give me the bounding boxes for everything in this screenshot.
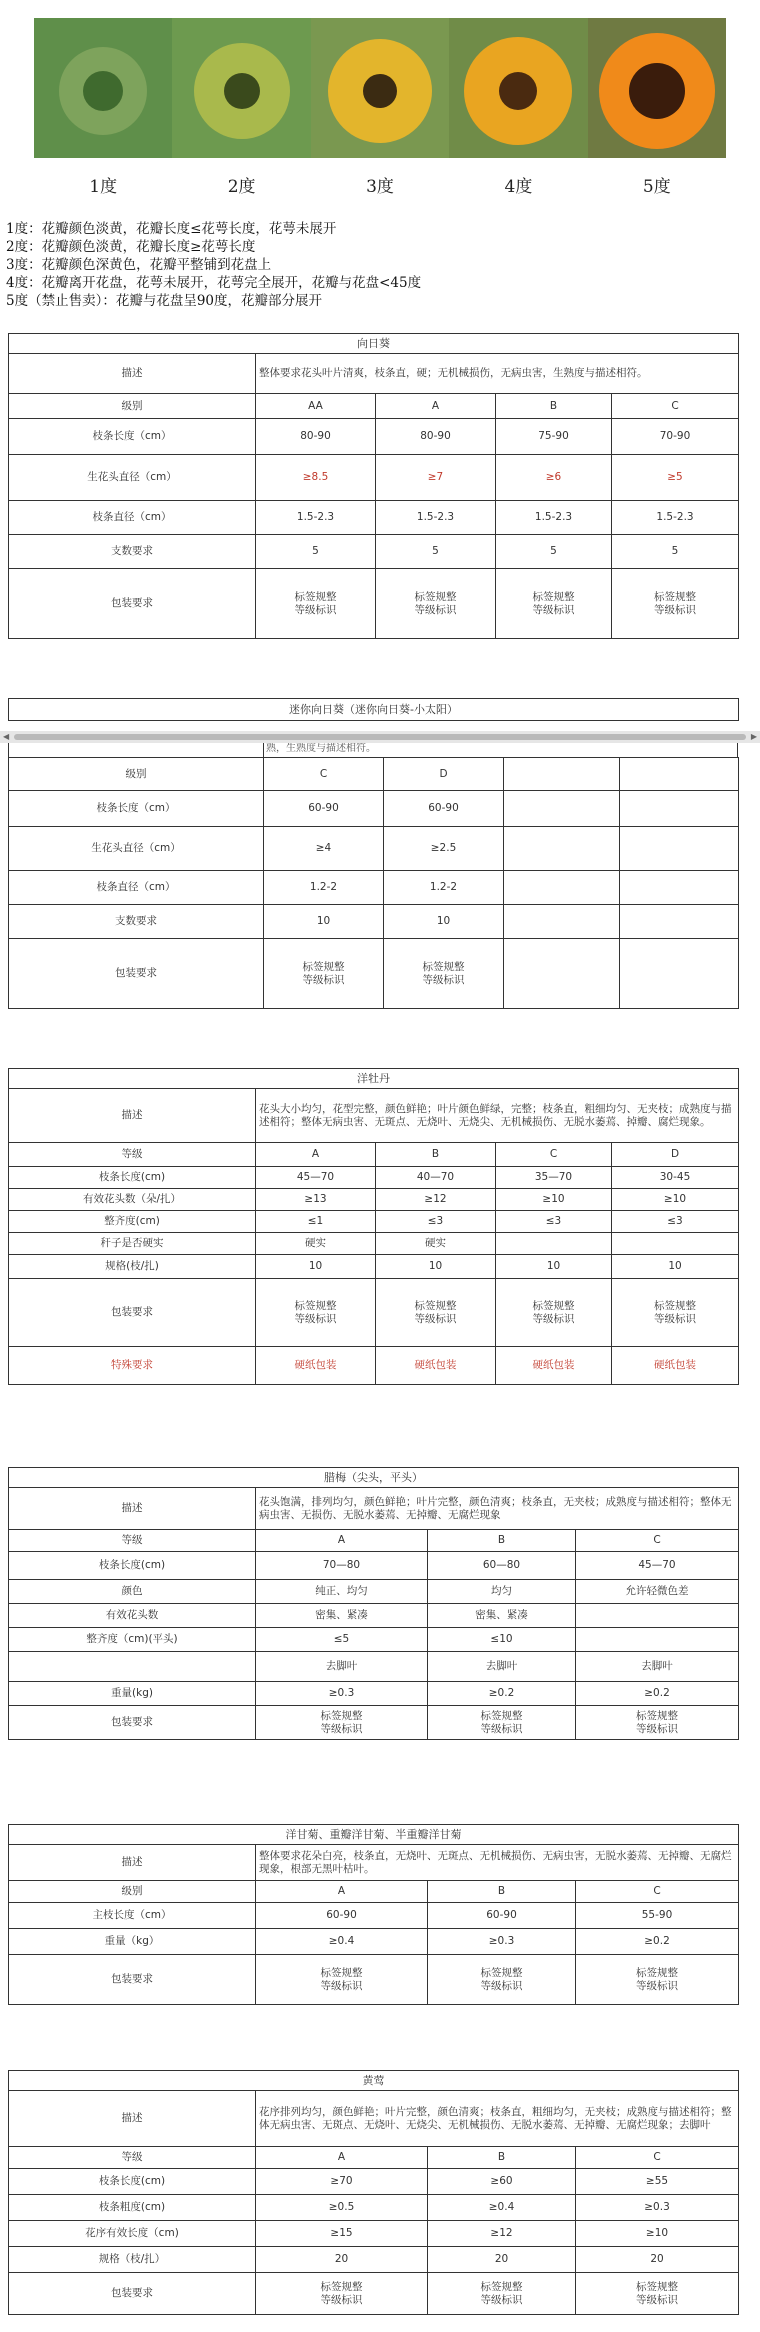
- grade-cell: ≥6: [496, 455, 612, 501]
- grade-cell: ≥5: [612, 455, 739, 501]
- desc-label: 描述: [9, 1488, 256, 1530]
- grade-cell: 去脚叶: [256, 1652, 428, 1682]
- grade-cell: ≥55: [576, 2169, 739, 2195]
- table-row: [9, 1255, 739, 1279]
- grade-cell: 标签规整 等级标识: [428, 1955, 576, 2005]
- desc-text: 花头大小均匀，花型完整，颜色鲜艳；叶片颜色鲜绿，完整；枝条直，粗细均匀、无夹枝；成熟度与描述相符；整体无病虫害、无斑点、无烧叶、无烧尖、无机械损伤、无脱水萎蔫、掉瓣、腐烂现象。: [256, 1089, 739, 1143]
- grade-cell: 55-90: [576, 1903, 739, 1929]
- table-row: [9, 1903, 739, 1929]
- table-row: [9, 2221, 739, 2247]
- scroll-right-icon[interactable]: ▶: [750, 732, 757, 741]
- table-row: [9, 501, 739, 535]
- desc-text: 整体要求花头叶片清爽，枝条直，硬；无机械损伤，无病虫害，生熟度与描述相符。: [256, 354, 739, 394]
- degree-desc-line: 5度（禁止售卖）：花瓣与花盘呈90度，花瓣部分展开: [6, 293, 323, 309]
- table-row: [9, 1211, 739, 1233]
- grade-cell: 5: [376, 535, 496, 569]
- row-label: 整齐度(cm): [9, 1211, 256, 1233]
- grade-cell: 60-90: [256, 1903, 428, 1929]
- grade-cell: 密集、紧凑: [256, 1604, 428, 1628]
- grade-cell: 1.5-2.3: [612, 501, 739, 535]
- grade-cell: 70—80: [256, 1552, 428, 1580]
- grade-cell: 标签规整 等级标识: [376, 569, 496, 639]
- grade-cell: 10: [376, 1255, 496, 1279]
- grade-cell: D: [612, 1143, 739, 1167]
- grade-cell: ≥0.3: [256, 1682, 428, 1706]
- grade-cell: A: [256, 2147, 428, 2169]
- grade-cell: [576, 1604, 739, 1628]
- grade-cell: [620, 758, 739, 791]
- grade-cell: 40—70: [376, 1167, 496, 1189]
- grade-cell: 1.2-2: [264, 871, 384, 905]
- grade-cell: 标签规整 等级标识: [256, 1279, 376, 1347]
- table-row: [9, 1530, 739, 1552]
- table-row: [9, 758, 739, 791]
- table-row: [9, 827, 739, 871]
- scroll-left-icon[interactable]: ◀: [3, 732, 10, 741]
- table-row: [9, 905, 739, 939]
- table-row: [9, 569, 739, 639]
- grade-cell: 标签规整 等级标识: [612, 1279, 739, 1347]
- grade-cell: 标签规整 等级标识: [428, 2273, 576, 2315]
- degree-desc-line: 1度：花瓣颜色淡黄，花瓣长度≤花萼长度，花萼未展开: [6, 221, 337, 237]
- wintersweet-grade-table: [8, 1467, 739, 1740]
- grade-cell: 标签规整 等级标识: [384, 939, 504, 1009]
- table-row: [9, 1279, 739, 1347]
- row-label: 包装要求: [9, 1706, 256, 1740]
- row-label: 级别: [9, 394, 256, 419]
- grade-cell: ≥70: [256, 2169, 428, 2195]
- grade-cell: ≤3: [612, 1211, 739, 1233]
- grade-cell: B: [428, 1530, 576, 1552]
- table-row: [9, 1189, 739, 1211]
- grade-cell: 允许轻微色差: [576, 1580, 739, 1604]
- grade-cell: 硬纸包装: [612, 1347, 739, 1385]
- grade-cell: 10: [612, 1255, 739, 1279]
- grade-cell: 80-90: [376, 419, 496, 455]
- grade-cell: 20: [428, 2247, 576, 2273]
- grade-cell: 10: [256, 1255, 376, 1279]
- grade-cell: [620, 905, 739, 939]
- row-label: 枝条长度(cm): [9, 2169, 256, 2195]
- grade-cell: ≥15: [256, 2221, 428, 2247]
- grade-cell: ≤10: [428, 1628, 576, 1652]
- peony-grade-table: [8, 1068, 739, 1385]
- table-row: [9, 1929, 739, 1955]
- grade-cell: 20: [256, 2247, 428, 2273]
- table-row: [9, 2169, 739, 2195]
- grade-cell: A: [256, 1881, 428, 1903]
- grade-cell: 45—70: [576, 1552, 739, 1580]
- grade-cell: [620, 827, 739, 871]
- desc-label: 描述: [9, 1089, 256, 1143]
- grade-cell: [504, 939, 620, 1009]
- grade-cell: 硬实: [256, 1233, 376, 1255]
- desc-label: 描述: [9, 1845, 256, 1881]
- row-label: 级别: [9, 758, 264, 791]
- grade-cell: 60-90: [384, 791, 504, 827]
- table-row: [9, 455, 739, 501]
- grade-cell: 45—70: [256, 1167, 376, 1189]
- grade-cell: 20: [576, 2247, 739, 2273]
- grade-cell: ≤3: [376, 1211, 496, 1233]
- clipped-desc-text: 熟，生熟度与描述相符。: [266, 743, 376, 754]
- table-row: [9, 2273, 739, 2315]
- grade-cell: C: [576, 1530, 739, 1552]
- row-label: 颜色: [9, 1580, 256, 1604]
- desc-label: 描述: [9, 354, 256, 394]
- grade-cell: A: [256, 1530, 428, 1552]
- row-label: 支数要求: [9, 535, 256, 569]
- grade-cell: ≥0.5: [256, 2195, 428, 2221]
- table-row: [9, 394, 739, 419]
- grade-cell: 标签规整 等级标识: [256, 1706, 428, 1740]
- grade-cell: ≥0.3: [576, 2195, 739, 2221]
- grade-cell: ≥12: [428, 2221, 576, 2247]
- grade-cell: ≥0.3: [428, 1929, 576, 1955]
- table-title: 向日葵: [9, 334, 739, 354]
- desc-text: 整体要求花朵白亮，枝条直，无烧叶、无斑点、无机械损伤、无病虫害，无脱水萎蔫、无掉瓣、无腐烂现象，根部无黑叶枯叶。: [256, 1845, 739, 1881]
- sunflower-grade-table: [8, 333, 739, 639]
- grade-cell: ≥2.5: [384, 827, 504, 871]
- row-label: 包装要求: [9, 1955, 256, 2005]
- scrollbar-thumb[interactable]: [14, 734, 746, 740]
- grade-cell: 10: [496, 1255, 612, 1279]
- table-row: [9, 871, 739, 905]
- grade-cell: 60-90: [264, 791, 384, 827]
- chamomile-grade-table: [8, 1824, 739, 2005]
- grade-cell: 80-90: [256, 419, 376, 455]
- degree-label: 4度: [504, 177, 533, 197]
- row-label: 包装要求: [9, 569, 256, 639]
- grade-cell: ≥10: [576, 2221, 739, 2247]
- row-label: 等级: [9, 1530, 256, 1552]
- grade-cell: A: [376, 394, 496, 419]
- grade-cell: 去脚叶: [576, 1652, 739, 1682]
- grade-cell: AA: [256, 394, 376, 419]
- table-row: [9, 1233, 739, 1255]
- grade-cell: [504, 827, 620, 871]
- table-row: [9, 1167, 739, 1189]
- row-label: 生花头直径（cm）: [9, 455, 256, 501]
- grade-cell: 密集、紧凑: [428, 1604, 576, 1628]
- table-row: [9, 1881, 739, 1903]
- row-label: 包装要求: [9, 2273, 256, 2315]
- row-label: 规格（枝/扎）: [9, 2247, 256, 2273]
- sunflower-photo-strip: [34, 18, 726, 158]
- grade-cell: 硬纸包装: [376, 1347, 496, 1385]
- row-label: 枝条长度(cm): [9, 1552, 256, 1580]
- grade-cell: ≤1: [256, 1211, 376, 1233]
- row-label: 枝条直径（cm）: [9, 501, 256, 535]
- oncidium-grade-table: [8, 2070, 739, 2315]
- row-label: 秆子是否硬实: [9, 1233, 256, 1255]
- grade-cell: [504, 758, 620, 791]
- row-label: 主枝长度（cm）: [9, 1903, 256, 1929]
- row-label: 级别: [9, 1881, 256, 1903]
- grade-cell: 标签规整 等级标识: [256, 1955, 428, 2005]
- grade-cell: ≥0.4: [428, 2195, 576, 2221]
- grade-cell: C: [576, 1881, 739, 1903]
- grade-cell: 标签规整 等级标识: [612, 569, 739, 639]
- degree-desc-line: 2度：花瓣颜色淡黄，花瓣长度≥花萼长度: [6, 239, 256, 255]
- degree-label: 1度: [89, 177, 118, 197]
- grade-cell: 标签规整 等级标识: [256, 569, 376, 639]
- table-title: 洋甘菊、重瓣洋甘菊、半重瓣洋甘菊: [9, 1825, 739, 1845]
- row-label: 重量(kg): [9, 1682, 256, 1706]
- grade-cell: C: [264, 758, 384, 791]
- table-row: [9, 791, 739, 827]
- grade-cell: ≥0.2: [576, 1929, 739, 1955]
- row-label: 生花头直径（cm）: [9, 827, 264, 871]
- table-row: [9, 1682, 739, 1706]
- grade-cell: 硬纸包装: [496, 1347, 612, 1385]
- sunflower-photo: [172, 18, 310, 158]
- row-label: 等级: [9, 1143, 256, 1167]
- grade-cell: 10: [384, 905, 504, 939]
- grade-cell: 1.5-2.3: [496, 501, 612, 535]
- grade-cell: ≥12: [376, 1189, 496, 1211]
- row-label: 包装要求: [9, 939, 264, 1009]
- grade-cell: 5: [612, 535, 739, 569]
- grade-cell: 纯正、均匀: [256, 1580, 428, 1604]
- table-row: [9, 1955, 739, 2005]
- grade-cell: 1.5-2.3: [376, 501, 496, 535]
- grade-cell: ≥0.4: [256, 1929, 428, 1955]
- grade-cell: ≥7: [376, 455, 496, 501]
- grade-cell: 标签规整 等级标识: [496, 1279, 612, 1347]
- row-label: 枝条长度（cm）: [9, 791, 264, 827]
- grade-cell: ≤5: [256, 1628, 428, 1652]
- grade-cell: ≥0.2: [428, 1682, 576, 1706]
- row-label: 整齐度（cm)(平头): [9, 1628, 256, 1652]
- grade-cell: 35—70: [496, 1167, 612, 1189]
- table-row: [9, 1652, 739, 1682]
- mini-sunflower-title-table: [8, 698, 739, 721]
- degree-desc-line: 4度：花瓣离开花盘，花萼未展开，花萼完全展开，花瓣与花盘<45度: [6, 275, 422, 291]
- grade-cell: B: [428, 1881, 576, 1903]
- grade-cell: [620, 791, 739, 827]
- row-label: 等级: [9, 2147, 256, 2169]
- grade-cell: 标签规整 等级标识: [256, 2273, 428, 2315]
- grade-cell: 标签规整 等级标识: [576, 2273, 739, 2315]
- grade-cell: ≥13: [256, 1189, 376, 1211]
- grade-cell: 70-90: [612, 419, 739, 455]
- grade-cell: C: [612, 394, 739, 419]
- row-label: 有效花头数（朵/扎）: [9, 1189, 256, 1211]
- degree-labels: [34, 172, 726, 197]
- grade-cell: 标签规整 等级标识: [496, 569, 612, 639]
- grade-cell: B: [496, 394, 612, 419]
- table-row: [9, 1347, 739, 1385]
- desc-label: 描述: [9, 2091, 256, 2147]
- grade-cell: 1.5-2.3: [256, 501, 376, 535]
- table-title: 洋牡丹: [9, 1069, 739, 1089]
- grade-cell: 标签规整 等级标识: [428, 1706, 576, 1740]
- degree-label: 3度: [366, 177, 394, 197]
- grade-cell: 5: [256, 535, 376, 569]
- grade-cell: 75-90: [496, 419, 612, 455]
- grade-cell: 硬实: [376, 1233, 496, 1255]
- grade-cell: ≤3: [496, 1211, 612, 1233]
- table-row: [9, 1604, 739, 1628]
- grade-cell: 标签规整 等级标识: [576, 1706, 739, 1740]
- sunflower-photo: [311, 18, 449, 158]
- table-row: [9, 419, 739, 455]
- degree-descriptions: [6, 220, 421, 310]
- grade-cell: ≥0.2: [576, 1682, 739, 1706]
- grade-cell: 1.2-2: [384, 871, 504, 905]
- grade-cell: 60—80: [428, 1552, 576, 1580]
- row-label: 有效花头数: [9, 1604, 256, 1628]
- sunflower-photo: [34, 18, 172, 158]
- row-label: 规格(枝/扎): [9, 1255, 256, 1279]
- grade-cell: ≥4: [264, 827, 384, 871]
- grade-cell: 标签规整 等级标识: [376, 1279, 496, 1347]
- horizontal-scrollbar[interactable]: [0, 731, 760, 743]
- table-row: [9, 2195, 739, 2221]
- grade-cell: ≥10: [612, 1189, 739, 1211]
- grade-cell: A: [256, 1143, 376, 1167]
- table-row: [9, 939, 739, 1009]
- row-label: [9, 1652, 256, 1682]
- mini-sunflower-grade-table: [8, 757, 739, 1009]
- row-label: 枝条粗度(cm): [9, 2195, 256, 2221]
- sunflower-photo: [449, 18, 587, 158]
- row-label: 包装要求: [9, 1279, 256, 1347]
- row-label: 支数要求: [9, 905, 264, 939]
- table-title: 黄莺: [9, 2071, 739, 2091]
- grade-cell: 标签规整 等级标识: [264, 939, 384, 1009]
- table-title: 腊梅（尖头，平头）: [9, 1468, 739, 1488]
- grade-cell: [504, 791, 620, 827]
- row-label: 枝条长度（cm）: [9, 419, 256, 455]
- degree-label: 2度: [227, 177, 256, 197]
- row-label: 花序有效长度（cm): [9, 2221, 256, 2247]
- desc-text: 花头饱满，排列均匀，颜色鲜艳；叶片完整，颜色清爽；枝条直，无夹枝；成熟度与描述相符；整体无病虫害、无损伤、无脱水萎蔫、无掉瓣、无腐烂现象: [256, 1488, 739, 1530]
- table-row: [9, 535, 739, 569]
- row-label: 枝条长度(cm): [9, 1167, 256, 1189]
- grade-cell: C: [496, 1143, 612, 1167]
- grade-cell: 硬纸包装: [256, 1347, 376, 1385]
- grade-cell: 均匀: [428, 1580, 576, 1604]
- row-label: 特殊要求: [9, 1347, 256, 1385]
- grade-cell: 去脚叶: [428, 1652, 576, 1682]
- degree-desc-line: 3度：花瓣颜色深黄色，花瓣平整铺到花盘上: [6, 257, 272, 273]
- grade-cell: 标签规整 等级标识: [576, 1955, 739, 2005]
- table-row: [9, 2247, 739, 2273]
- table-row: [9, 2147, 739, 2169]
- grade-cell: D: [384, 758, 504, 791]
- grade-cell: 5: [496, 535, 612, 569]
- table-row: [9, 1143, 739, 1167]
- grade-cell: B: [376, 1143, 496, 1167]
- table-title: 迷你向日葵（迷你向日葵-小太阳）: [9, 699, 739, 721]
- clipped-row: [8, 743, 738, 757]
- grade-cell: ≥60: [428, 2169, 576, 2195]
- grade-cell: [620, 939, 739, 1009]
- table-row: [9, 1580, 739, 1604]
- sunflower-photo: [588, 18, 726, 158]
- table-row: [9, 1706, 739, 1740]
- grade-cell: [496, 1233, 612, 1255]
- grade-cell: B: [428, 2147, 576, 2169]
- grade-cell: [504, 871, 620, 905]
- grade-cell: ≥8.5: [256, 455, 376, 501]
- grade-cell: [612, 1233, 739, 1255]
- grade-cell: ≥10: [496, 1189, 612, 1211]
- table-row: [9, 1552, 739, 1580]
- grade-cell: 30-45: [612, 1167, 739, 1189]
- grade-cell: 10: [264, 905, 384, 939]
- row-label: 重量（kg）: [9, 1929, 256, 1955]
- grade-cell: [620, 871, 739, 905]
- grade-cell: [576, 1628, 739, 1652]
- row-label: 枝条直径（cm）: [9, 871, 264, 905]
- desc-text: 花序排列均匀，颜色鲜艳；叶片完整，颜色清爽；枝条直，粗细均匀，无夹枝；成熟度与描述相符；整体无病虫害、无斑点、无烧叶、无烧尖、无机械损伤、无脱水萎蔫、无掉瓣、无腐烂现象；去脚叶: [256, 2091, 739, 2147]
- degree-label: 5度: [642, 177, 671, 197]
- grade-cell: [504, 905, 620, 939]
- grade-cell: 60-90: [428, 1903, 576, 1929]
- grade-cell: C: [576, 2147, 739, 2169]
- table-row: [9, 1628, 739, 1652]
